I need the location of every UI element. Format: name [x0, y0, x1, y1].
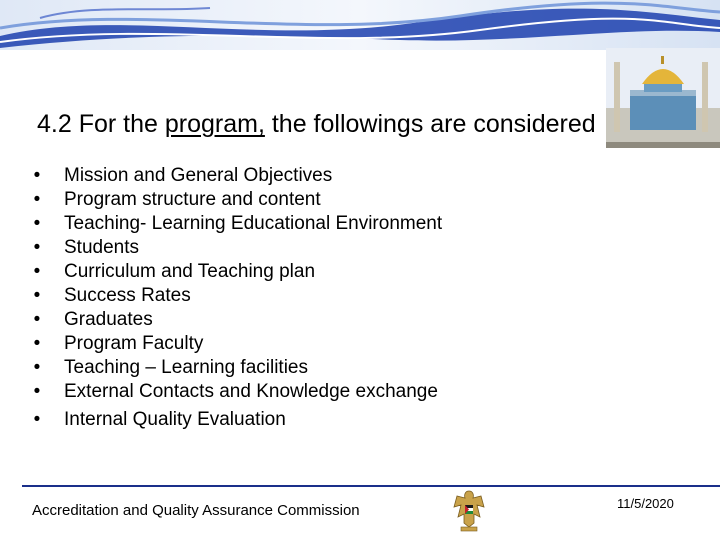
title-underlined-word: program, [164, 110, 265, 138]
slide-title [37, 108, 596, 140]
list-item-text: Program Faculty [64, 333, 204, 354]
title-prefix: 4.2 For the [37, 110, 165, 138]
bullet-icon: • [33, 261, 41, 282]
footer-date: 11/5/2020 [617, 496, 674, 511]
list-item-text: Students [64, 237, 139, 258]
bullet-icon: • [33, 213, 41, 234]
footer-organization: Accreditation and Quality Assurance Commission [32, 502, 360, 519]
list-item-text: External Contacts and Knowledge exchange [64, 381, 438, 402]
dome-of-the-rock-image [606, 48, 720, 148]
list-item-text: Curriculum and Teaching plan [64, 261, 316, 282]
bullet-icon: • [33, 357, 41, 378]
list-item-text: Internal Quality Evaluation [64, 409, 286, 430]
list-item-text: Teaching – Learning facilities [64, 357, 308, 378]
list-item-text: Success Rates [64, 285, 191, 306]
list-item-text: Graduates [64, 309, 153, 330]
bullet-icon: • [33, 333, 41, 354]
title-suffix: the followings are considered [264, 110, 596, 138]
eagle-emblem-icon [452, 487, 486, 533]
footer-divider [22, 485, 720, 487]
bullet-icon: • [33, 285, 41, 306]
bullet-icon: • [33, 237, 41, 258]
list-item-text: Teaching- Learning Educational Environment [64, 213, 443, 234]
list-item-text: Program structure and content [64, 189, 321, 210]
bullet-icon: • [33, 189, 41, 210]
bullet-icon: • [33, 309, 41, 330]
bullet-icon: • [33, 409, 41, 430]
bullet-icon: • [33, 381, 41, 402]
list-item-text: Mission and General Objectives [64, 165, 333, 186]
bullet-icon: • [33, 165, 41, 186]
